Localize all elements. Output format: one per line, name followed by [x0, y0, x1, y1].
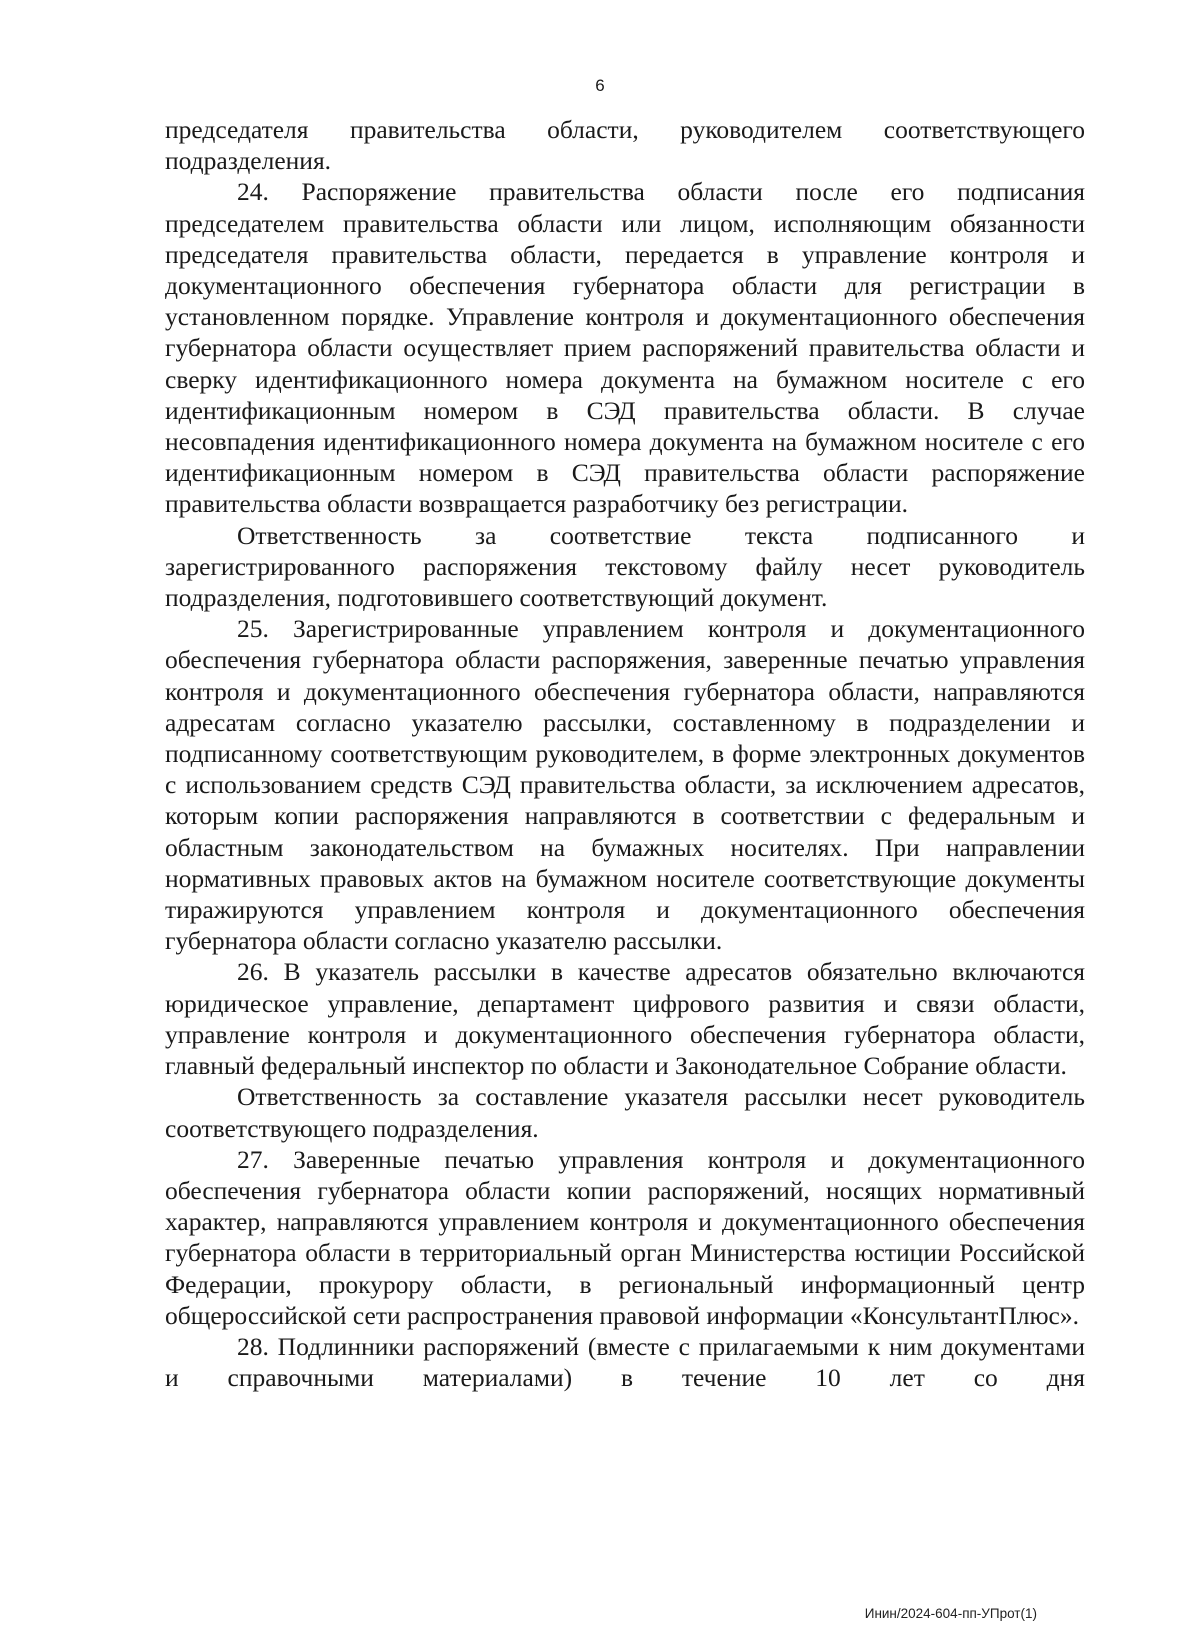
paragraph-26-responsibility: Ответственность за составление указателя рассылки несет руководитель соответствующего подразделения.: [165, 1082, 1085, 1143]
page-number: 6: [595, 76, 605, 95]
paragraph-24: 24. Распоряжение правительства области после его подписания председателем правительства области или лицом, исполняющим обязанности председателя правительства области, передается в управление контроля и документационного обеспечения губернатора области для регистрации в установленном порядке. Управление контроля и документационного обеспечения губернатора области осуществляет прием распоряжений правительства области и сверку идентификационного номера документа на бумажном носителе с его идентификационным номером в СЭД правительства области. В случае несовпадения идентификационного номера документа на бумажном носителе с его идентификационным номером в СЭД правительства области распоряжение правительства области возвращается разработчику без регистрации.: [165, 177, 1085, 519]
paragraph-28: 28. Подлинники распоряжений (вместе с прилагаемыми к ним документами и справочными материалами) в течение 10 лет со дня: [165, 1331, 1085, 1393]
paragraph-24-responsibility: Ответственность за соответствие текста подписанного и зарегистрированного распоряжения текстовому файлу несет руководитель подразделения, подготовившего соответствующий документ.: [165, 520, 1085, 613]
paragraph-25: 25. Зарегистрированные управлением контроля и документационного обеспечения губернатора области распоряжения, заверенные печатью управления контроля и документационного обеспечения губернатора области, направляются адресатам согласно указателю рассылки, составленному в подразделении и подписанному соответствующим руководителем, в форме электронных документов с использованием средств СЭД правительства области, за исключением адресатов, которым копии распоряжения направляются в соответствии с федеральным и областным законодательством на бумажных носителях. При направлении нормативных правовых актов на бумажном носителе соответствующие документы тиражируются управлением контроля и документационного обеспечения губернатора области согласно указателю рассылки.: [165, 614, 1085, 956]
document-body: [165, 114, 1085, 1393]
document-code: Инин/2024-604-пп-УПрот(1): [864, 1606, 1037, 1621]
paragraph-27: 27. Заверенные печатью управления контроля и документационного обеспечения губернатора области копии распоряжений, носящих нормативный характер, направляются управлением контроля и документационного обеспечения губернатора области в территориальный орган Министерства юстиции Российской Федерации, прокурору области, в региональный информационный центр общероссийской сети распространения правовой информации «КонсультантПлюс».: [165, 1144, 1085, 1330]
paragraph-continuation: председателя правительства области, руководителем соответствующего подразделения.: [165, 115, 1085, 176]
paragraph-26: 26. В указатель рассылки в качестве адресатов обязательно включаются юридическое управление, департамент цифрового развития и связи области, управление контроля и документационного обеспечения губернатора области, главный федеральный инспектор по области и Законодательное Собрание области.: [165, 957, 1085, 1081]
